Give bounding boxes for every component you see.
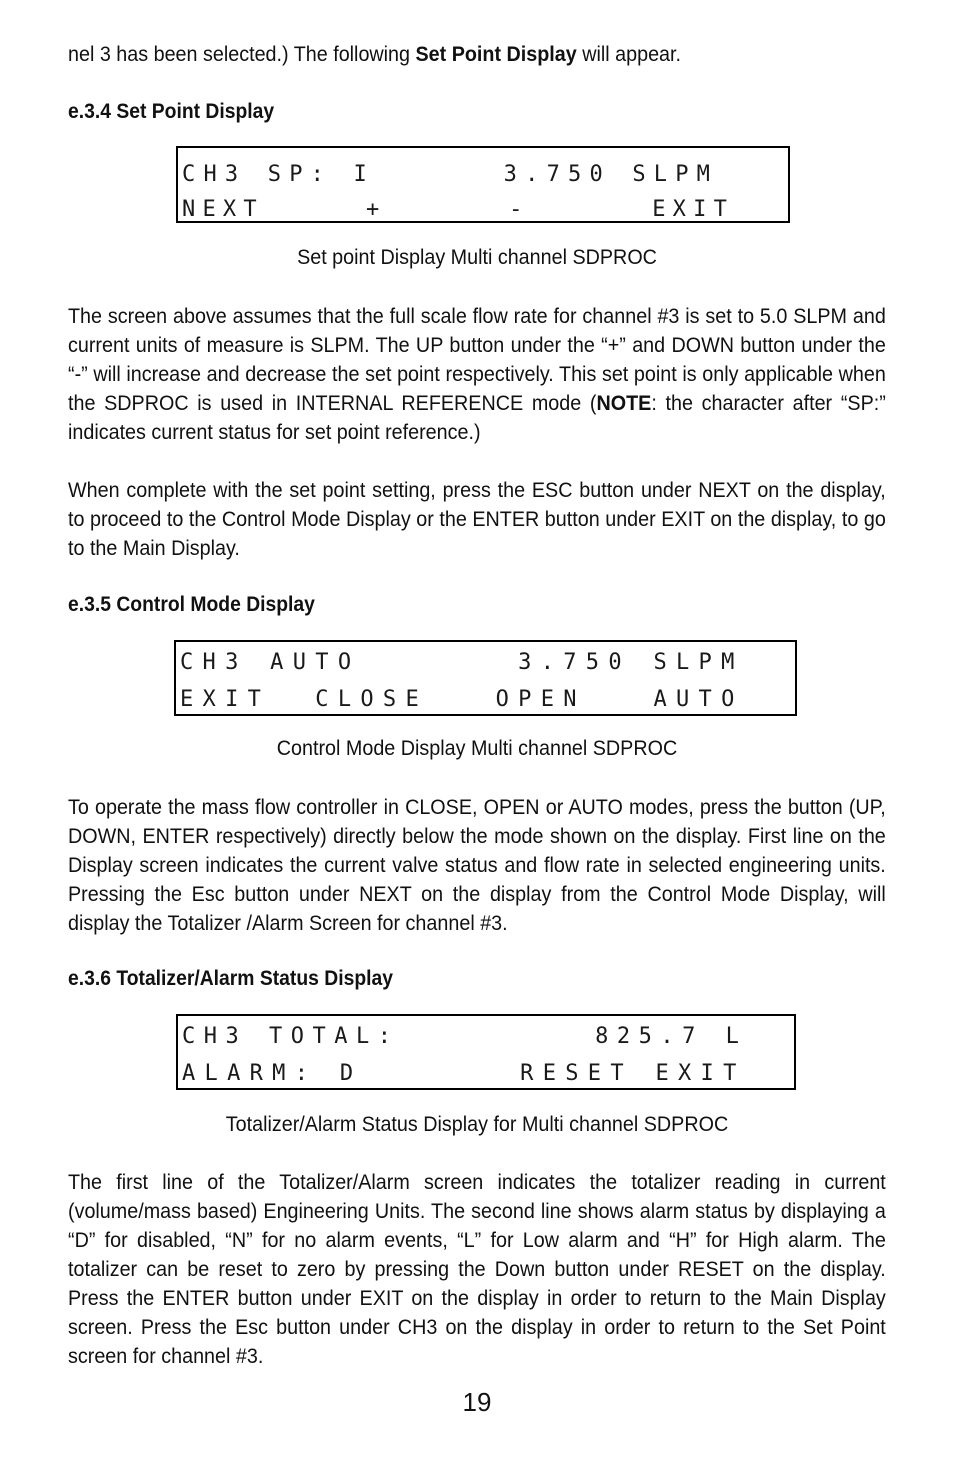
section-heading-set-point: e.3.4 Set Point Display — [68, 100, 275, 123]
section-heading-totalizer: e.3.6 Totalizer/Alarm Status Display — [68, 967, 393, 990]
note-bold-text: NOTE — [596, 392, 652, 415]
lcd-set-point-display — [176, 146, 790, 223]
intro-text: nel 3 has been selected.) The following — [68, 43, 416, 66]
page-number: 19 — [462, 1387, 492, 1417]
intro-bold-text: Set Point Display — [415, 43, 577, 66]
lcd-control-mode-display — [174, 640, 797, 716]
paragraph-set-point-text: The screen above assumes that the full scale flow rate for channel #3 is set to 5.0 SLPM and current units of measure is SLPM. The UP button under the “+” and DOWN button under the “-” will increase and decrease the set point respectively. This set point is only applicable when the SDPROC is used in INTERNAL REFERENCE mode ( — [68, 305, 886, 415]
lcd-line-1: CH3 AUTO 3.750 SLPM — [180, 650, 744, 675]
paragraph-totalizer: The first line of the Totalizer/Alarm screen indicates the totalizer reading in current (volume/mass based) Engineering Units. The second line shows alarm status by displaying a “D” for disabled, “N” for no alarm events, “L” for Low alarm and “H” for High alarm. The totalizer can be reset to zero by pressing the Down button under RESET on the display. Press the ENTER button under EXIT on the display in order to return to the Main Display screen. Press the Esc button under CH3 on the display in order to return to the Set Point screen for channel #3. — [68, 1171, 886, 1368]
lcd-totalizer-display — [176, 1014, 796, 1090]
figure-caption-totalizer: Totalizer/Alarm Status Display for Multi channel SDPROC — [225, 1113, 729, 1136]
intro-paragraph — [68, 40, 886, 69]
lcd-line-2: NEXT + - EXIT — [182, 197, 735, 222]
figure-caption-control-mode: Control Mode Display Multi channel SDPROC — [276, 737, 678, 760]
intro-text-end: will appear. — [576, 43, 682, 66]
section-heading-control-mode: e.3.5 Control Mode Display — [68, 593, 315, 616]
lcd-line-2: ALARM: D RESET EXIT — [182, 1061, 746, 1086]
lcd-line-1: CH3 SP: I 3.750 SLPM — [182, 162, 719, 187]
paragraph-complete: When complete with the set point setting, press the ESC button under NEXT on the display, to proceed to the Control Mode Display or the ENTER button under EXIT on the display, to go to the Main Display. — [68, 479, 886, 560]
paragraph-control: To operate the mass flow controller in CLOSE, OPEN or AUTO modes, press the button (UP, DOWN, ENTER respectively) directly below the mode shown on the display. First line on the Display screen indicates the current valve status and flow rate in selected engineering units. Pressing the Esc button under NEXT on the display from the Control Mode Display, will display the Totalizer /Alarm Screen for channel #3. — [68, 796, 886, 935]
lcd-line-1: CH3 TOTAL: 825.7 L — [182, 1024, 748, 1049]
lcd-line-2: EXIT CLOSE OPEN AUTO — [180, 687, 744, 712]
paragraph-set-point-text-end: : the character after “SP:” indicates current status for set point reference.) — [68, 392, 886, 444]
figure-caption-set-point: Set point Display Multi channel SDPROC — [297, 246, 657, 269]
paragraph-set-point — [68, 302, 886, 447]
